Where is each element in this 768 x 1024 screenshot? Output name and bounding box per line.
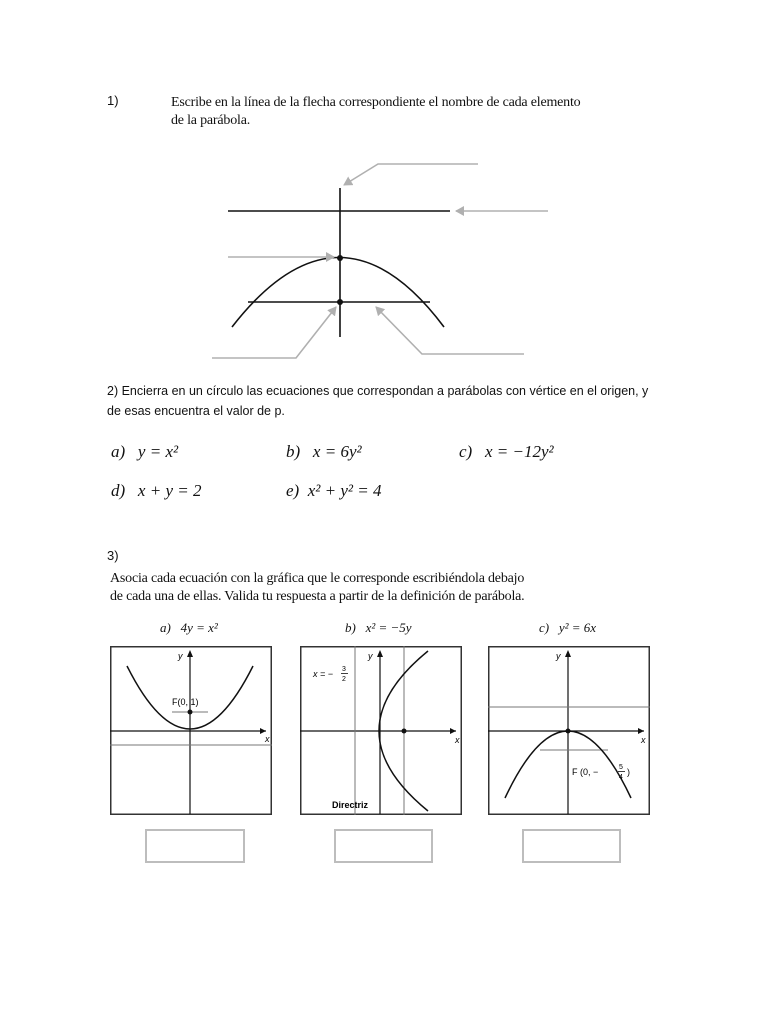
option-a[interactable]: [111, 442, 178, 462]
option-a-label: a): [111, 442, 126, 461]
question-1-instruction-line1: Escribe en la línea de la flecha correspondiente el nombre de cada elemento: [171, 95, 581, 110]
question-2-instruction-line2: de esas encuentra el valor de p.: [107, 404, 285, 418]
equation-b-label: b): [345, 620, 356, 635]
option-b-equation: x = 6y²: [312, 442, 362, 461]
graph-c-focus-prefix: F (0, −: [572, 767, 599, 777]
graph-b-directrix-eq: x = −: [313, 669, 334, 679]
equation-c: [539, 620, 596, 636]
graph-c-focus-den: 4: [619, 774, 623, 781]
question-2-instruction: [107, 381, 667, 421]
question-3-instruction: [110, 570, 570, 606]
option-d-equation: x + y = 2: [137, 481, 202, 500]
graph-b-y-label: y: [368, 651, 373, 661]
graph-a-y-label: y: [178, 651, 183, 661]
question-2-instruction-line1: 2) Encierra en un círculo las ecuaciones que correspondan a parábolas con vértice en el origen, y: [107, 384, 649, 398]
answer-box-b[interactable]: [334, 829, 433, 863]
graph-b-x-label: x: [455, 735, 460, 745]
option-b[interactable]: [286, 442, 362, 462]
arrow-axis: [344, 164, 478, 185]
parabola-elements-diagram: [0, 0, 768, 380]
answer-box-a[interactable]: [145, 829, 245, 863]
graph-a-x-label: x: [265, 734, 270, 744]
option-d-label: d): [111, 481, 126, 500]
question-3-number: 3): [107, 548, 119, 563]
graph-b: [300, 646, 462, 815]
option-a-equation: y = x²: [137, 442, 179, 461]
equation-b: [345, 620, 412, 636]
option-e[interactable]: [286, 481, 381, 501]
equation-b-text: x² = −5y: [365, 620, 412, 635]
graph-c-focus-suffix: ): [627, 767, 630, 777]
equation-c-text: y² = 6x: [558, 620, 597, 635]
graph-a: [110, 646, 272, 815]
parabola-curve: [232, 258, 444, 328]
arrow-latus-rectum: [376, 307, 524, 354]
option-b-label: b): [286, 442, 301, 461]
graph-c-x-label: x: [641, 735, 646, 745]
equation-a-label: a): [160, 620, 171, 635]
graph-c-focus-num: 5: [619, 764, 623, 771]
vertex-point: [337, 255, 343, 261]
question-3-instruction-line1: Asocia cada ecuación con la gráfica que le corresponde escribiéndola debajo: [110, 571, 525, 586]
question-1-number: 1): [107, 93, 119, 108]
graph-b-directrix-label: Directriz: [332, 800, 369, 810]
option-d[interactable]: [111, 481, 201, 501]
option-c-label: c): [459, 442, 473, 461]
answer-box-c[interactable]: [522, 829, 621, 863]
question-3-instruction-line2: de cada una de ellas. Valida tu respuesta a partir de la definición de parábola.: [110, 589, 525, 604]
question-1-instruction-line2: de la parábola.: [171, 113, 251, 128]
focus-point: [337, 299, 343, 305]
equation-a-text: 4y = x²: [180, 620, 218, 635]
option-e-equation: x² + y² = 4: [307, 481, 382, 500]
graph-b-directrix-num: 3: [342, 666, 346, 673]
equation-c-label: c): [539, 620, 550, 635]
graph-a-focus-label: F(0, 1): [172, 697, 199, 707]
equation-a: [160, 620, 218, 636]
option-e-label: e): [286, 481, 300, 500]
option-c-equation: x = −12y²: [484, 442, 554, 461]
graph-b-directrix-den: 2: [342, 676, 346, 683]
graph-c-y-label: y: [556, 651, 561, 661]
arrow-focus: [212, 307, 336, 358]
option-c[interactable]: [459, 442, 554, 462]
graph-c: [488, 646, 650, 815]
